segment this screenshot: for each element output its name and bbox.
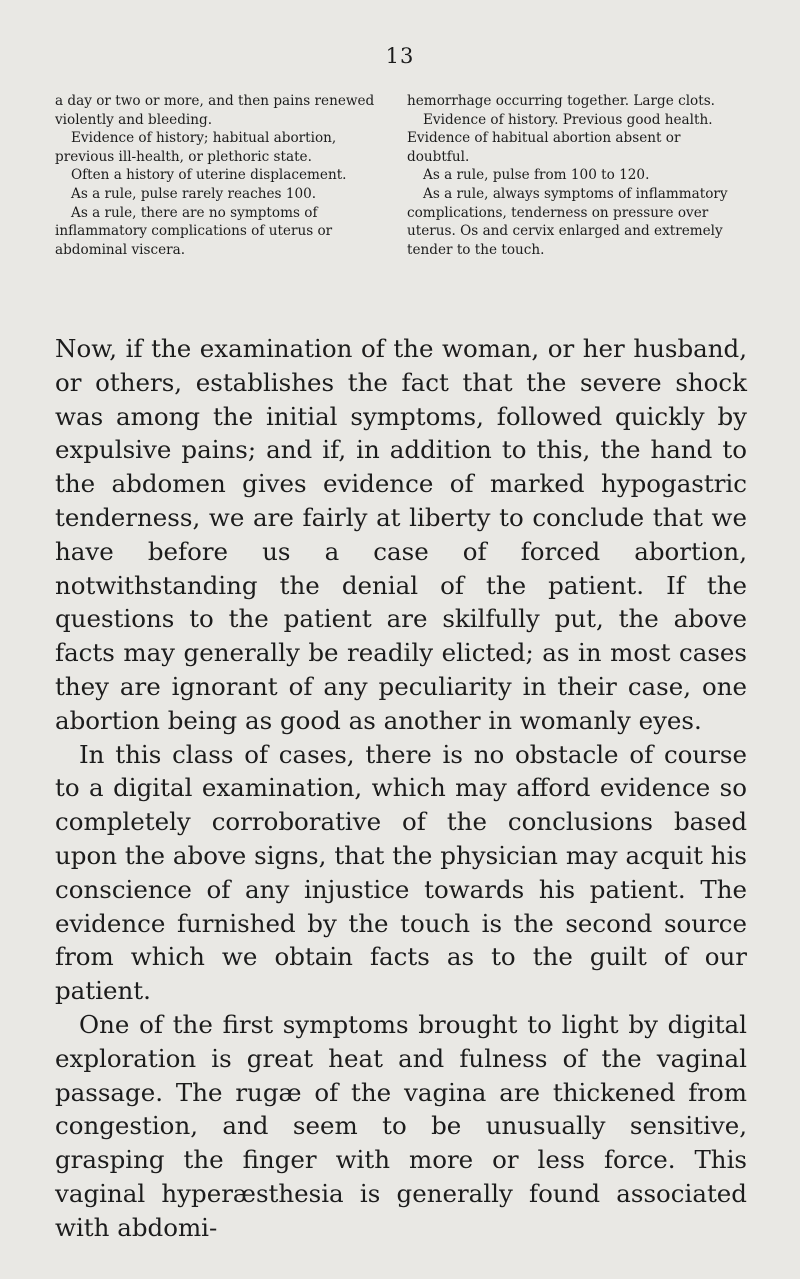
left-column-paragraph: a day or two or more, and then pains renewed violently and bleeding.	[55, 93, 375, 128]
body-paragraph: In this class of cases, there is no obstacle of course to a digital examination, which may afford evidence so completely corroborative of the conclusions based upon the above signs, that the physician may acquit his conscience of any injustice towards his patient. The evidence furnished by the touch is the second source from which we obtain facts as to the guilt of our patient.	[55, 739, 747, 1006]
comparison-columns	[55, 92, 745, 259]
right-column-paragraph: As a rule, pulse from 100 to 120.	[423, 167, 650, 184]
left-column	[55, 92, 393, 259]
left-column-paragraph: Evidence of history; habitual abortion, previous ill-health, or plethoric state.	[55, 130, 337, 165]
left-column-paragraph: As a rule, there are no symptoms of inflammatory complications of uterus or abdominal viscera.	[55, 204, 333, 258]
right-column	[407, 92, 745, 259]
right-column-paragraph: hemorrhage occurring together. Large clots.	[407, 93, 715, 109]
right-column-paragraph: As a rule, always symptoms of inflammatory complications, tenderness on pressure over uterus. Os and cervix enlarged and extremely tender to the touch.	[407, 185, 728, 258]
page-number: 13	[385, 44, 415, 68]
right-column-paragraph: Evidence of history. Previous good health. Evidence of habitual abortion absent or doubtful.	[407, 111, 713, 165]
body-text	[55, 332, 747, 1245]
body-paragraph: Now, if the examination of the woman, or her husband, or others, establishes the fact that the severe shock was among the initial symptoms, followed quickly by expulsive pains; and if, in addition to this, the hand to the abdomen gives evidence of marked hypogastric tenderness, we are fairly at liberty to conclude that we have before us a case of forced abortion, notwithstanding the denial of the patient. If the questions to the patient are skilfully put, the above facts may generally be readily elicted; as in most cases they are ignorant of any peculiarity in their case, one abortion being as good as another in womanly eyes.	[55, 334, 747, 735]
body-paragraph: One of the first symptoms brought to light by digital exploration is great heat and fulness of the vaginal passage. The rugæ of the vagina are thickened from congestion, and seem to be unusually sensitive, grasping the finger with more or less force. This vaginal hyperæsthesia is generally found associated with abdomi-	[55, 1009, 747, 1242]
left-column-paragraph: Often a history of uterine displacement.	[71, 167, 347, 184]
left-column-paragraph: As a rule, pulse rarely reaches 100.	[71, 185, 317, 202]
